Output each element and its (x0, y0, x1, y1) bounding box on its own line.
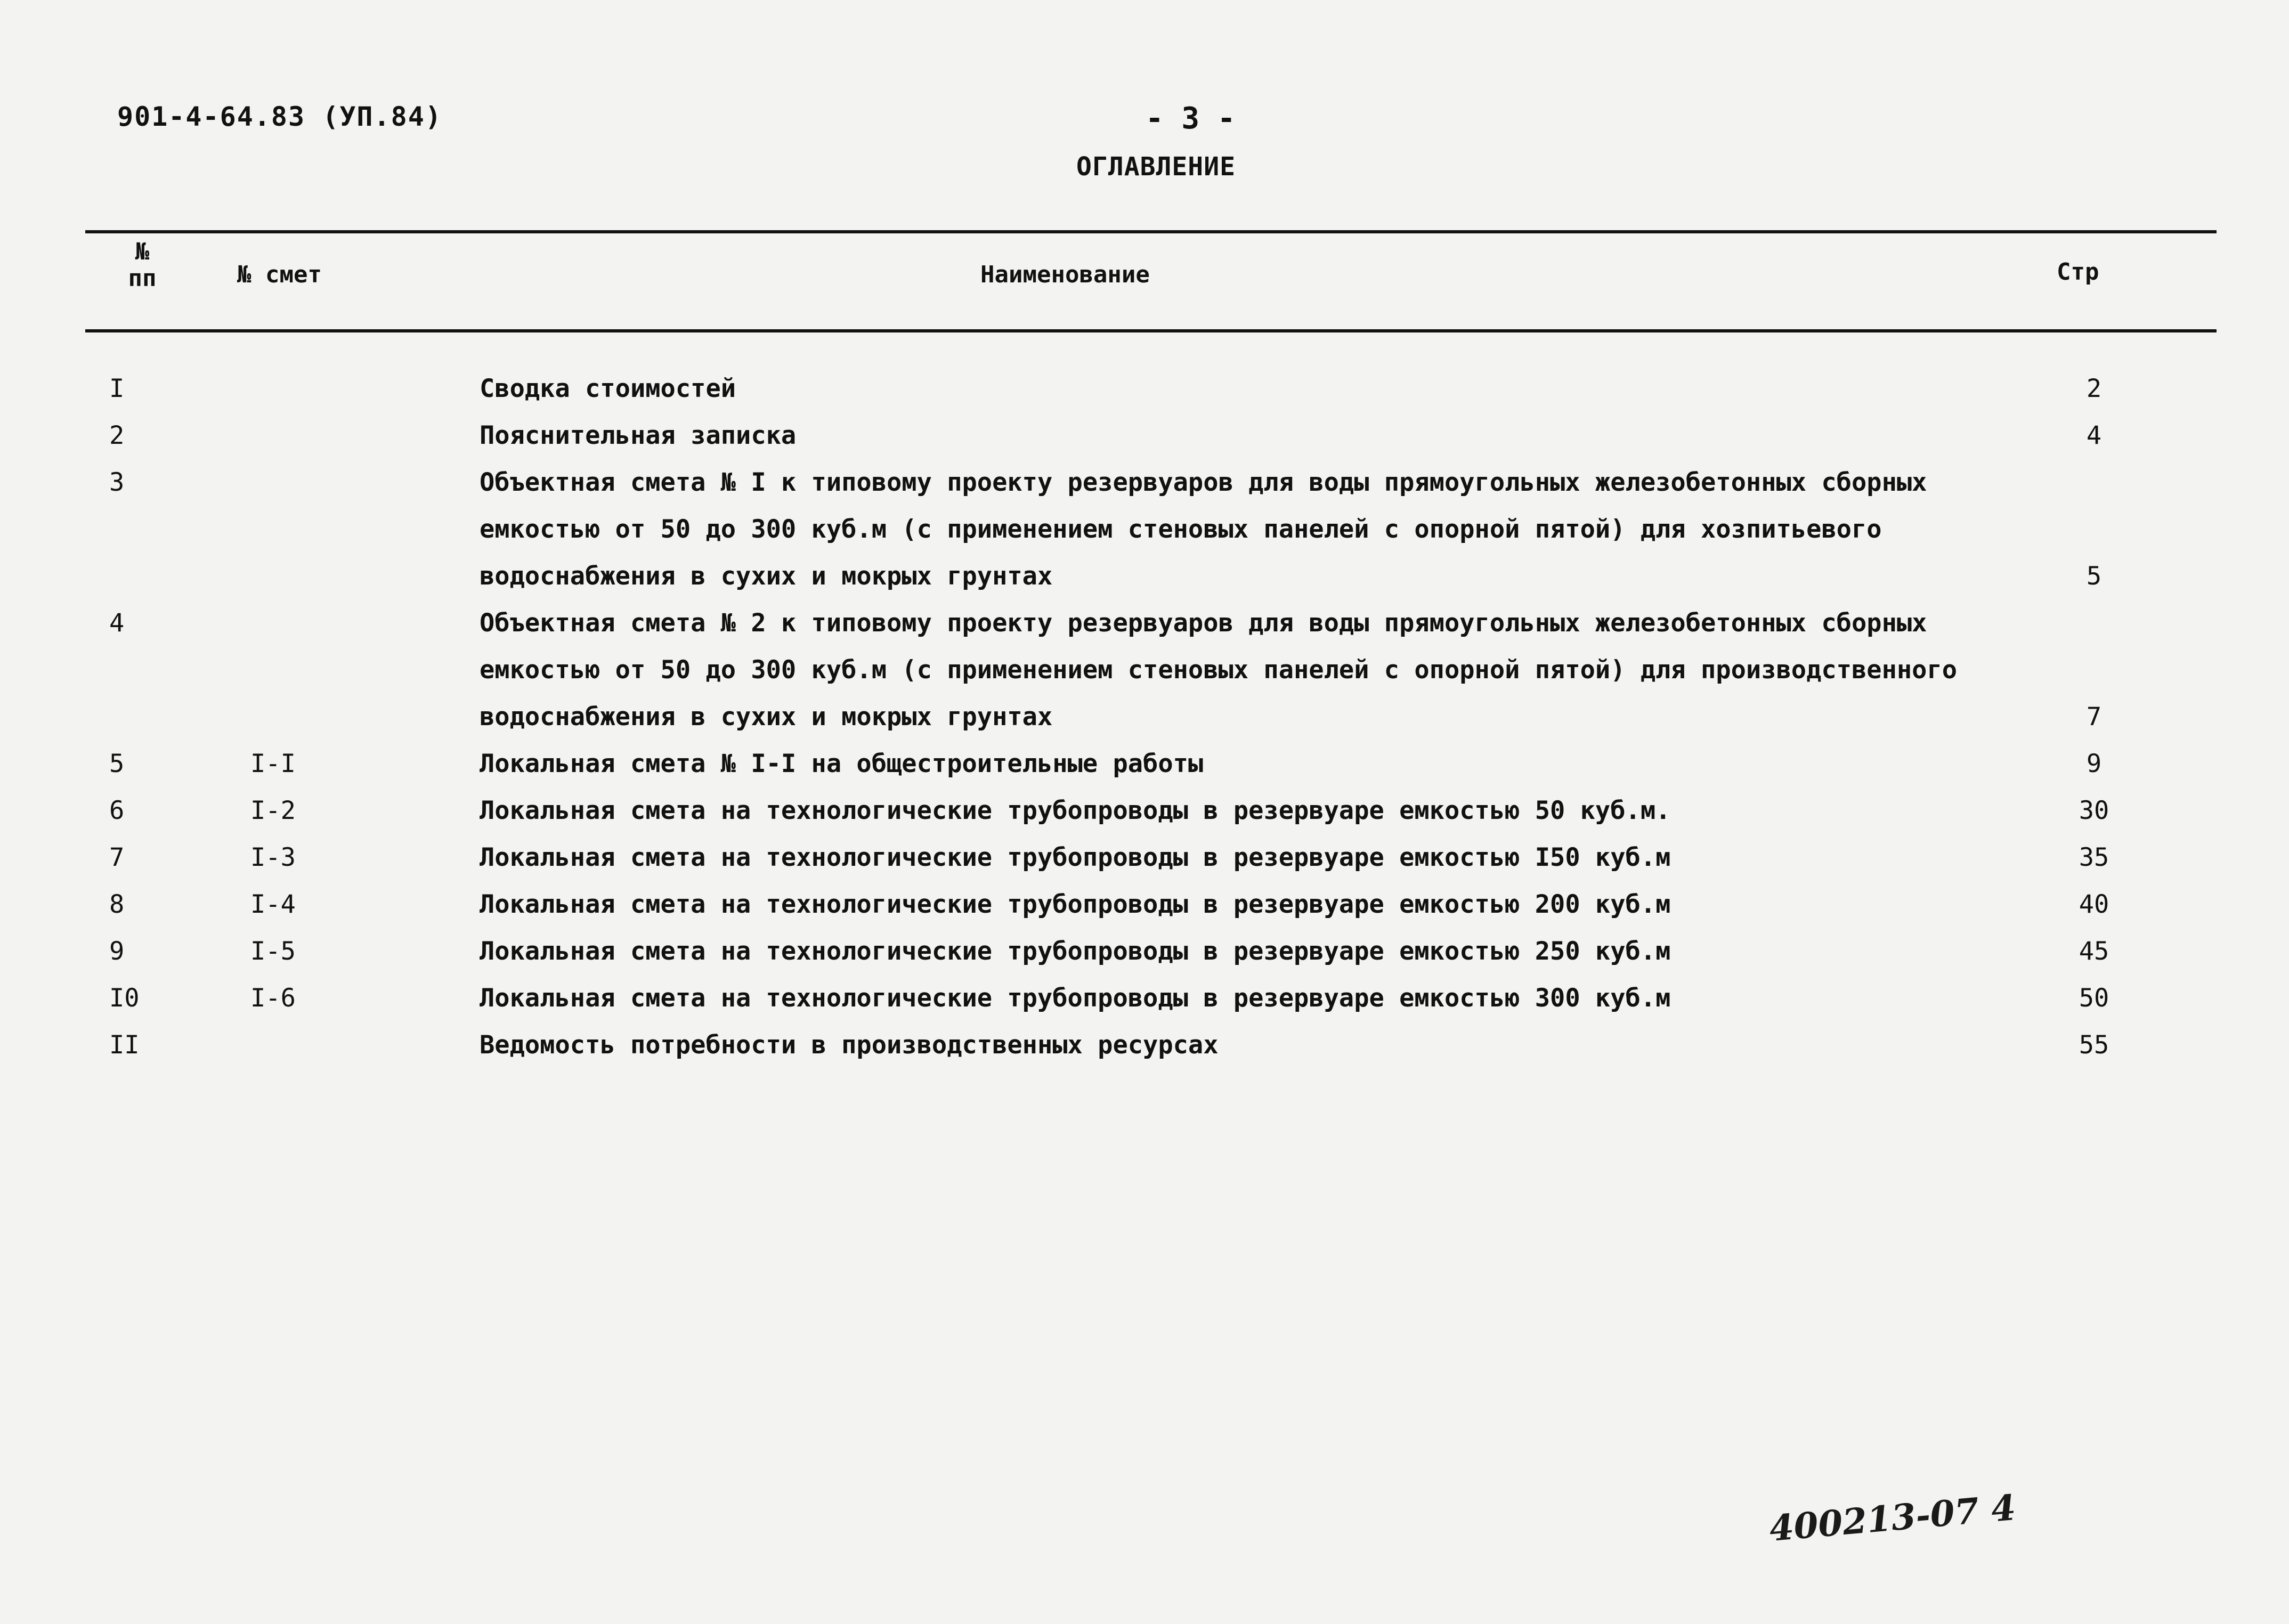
handwritten-stamp: 400213-07 4 (1767, 1486, 2018, 1550)
row-page: 30 (2079, 796, 2109, 825)
row-name: Локальная смета на технологические трубопроводы в резервуаре емкостью 300 куб.м (480, 984, 1671, 1013)
row-number: 7 (109, 843, 125, 872)
row-number: 2 (109, 421, 125, 450)
row-page: 45 (2079, 937, 2109, 966)
row-number: 6 (109, 796, 125, 825)
row-page: 50 (2079, 984, 2109, 1013)
row-name: Локальная смета на технологические трубопроводы в резервуаре емкостью I50 куб.м (480, 843, 1671, 872)
row-page: 35 (2079, 843, 2109, 872)
row-page: 9 (2086, 749, 2102, 778)
row-page: 5 (2086, 562, 2102, 591)
row-name: Объектная смета № 2 к типовому проекту резервуаров для воды прямоугольных железобетонных сборных емкостью от 50 до 300 куб.м (с применением стеновых панелей с опорной пятой) для производственного водоснабжения в сухих и мокрых грунтах (480, 608, 1958, 732)
row-name: Локальная смета № I-I на общестроительные работы (480, 749, 1204, 778)
row-name: Сводка стоимостей (480, 374, 736, 403)
row-number: II (109, 1030, 140, 1060)
row-estimate: I-2 (250, 796, 296, 825)
page-number: - 3 - (1146, 101, 1236, 136)
row-name: Объектная смета № I к типовому проекту резервуаров для воды прямоугольных железобетонных сборных емкостью от 50 до 300 куб.м (с применением стеновых панелей с опорной пятой) для хозпитьевого водоснабжения в сухих и мокрых грунтах (480, 468, 1927, 591)
table-top-rule (85, 230, 2217, 233)
column-header-number: № пп (128, 238, 157, 292)
row-page: 40 (2079, 890, 2109, 919)
row-estimate: I-4 (250, 890, 296, 919)
row-estimate: I-3 (250, 843, 296, 872)
row-name: Локальная смета на технологические трубопроводы в резервуаре емкостью 250 куб.м (480, 937, 1671, 966)
row-name: Локальная смета на технологические трубопроводы в резервуаре емкостью 50 куб.м. (480, 796, 1671, 825)
row-page: 4 (2086, 421, 2102, 450)
row-number: I (109, 374, 125, 403)
column-header-estimate: № смет (237, 261, 322, 288)
row-estimate: I-5 (250, 937, 296, 966)
row-name: Локальная смета на технологические трубопроводы в резервуаре емкостью 200 куб.м (480, 890, 1671, 919)
row-number: 5 (109, 749, 125, 778)
document-code: 901-4-64.83 (УП.84) (117, 101, 442, 132)
row-estimate: I-6 (250, 984, 296, 1013)
row-estimate: I-I (250, 749, 296, 778)
column-header-name: Наименование (980, 261, 1150, 288)
row-number: 8 (109, 890, 125, 919)
column-header-page: Стр (2057, 258, 2099, 286)
row-name: Ведомость потребности в производственных ресурсах (480, 1030, 1219, 1060)
row-number: 9 (109, 937, 125, 966)
row-page: 55 (2079, 1030, 2109, 1060)
row-number: 3 (109, 468, 125, 497)
row-name: Пояснительная записка (480, 421, 797, 450)
row-number: 4 (109, 608, 125, 638)
row-number: I0 (109, 984, 140, 1013)
row-page: 2 (2086, 374, 2102, 403)
page-title: ОГЛАВЛЕНИЕ (1076, 152, 1236, 182)
row-page: 7 (2086, 702, 2102, 732)
table-header-rule (85, 329, 2217, 332)
